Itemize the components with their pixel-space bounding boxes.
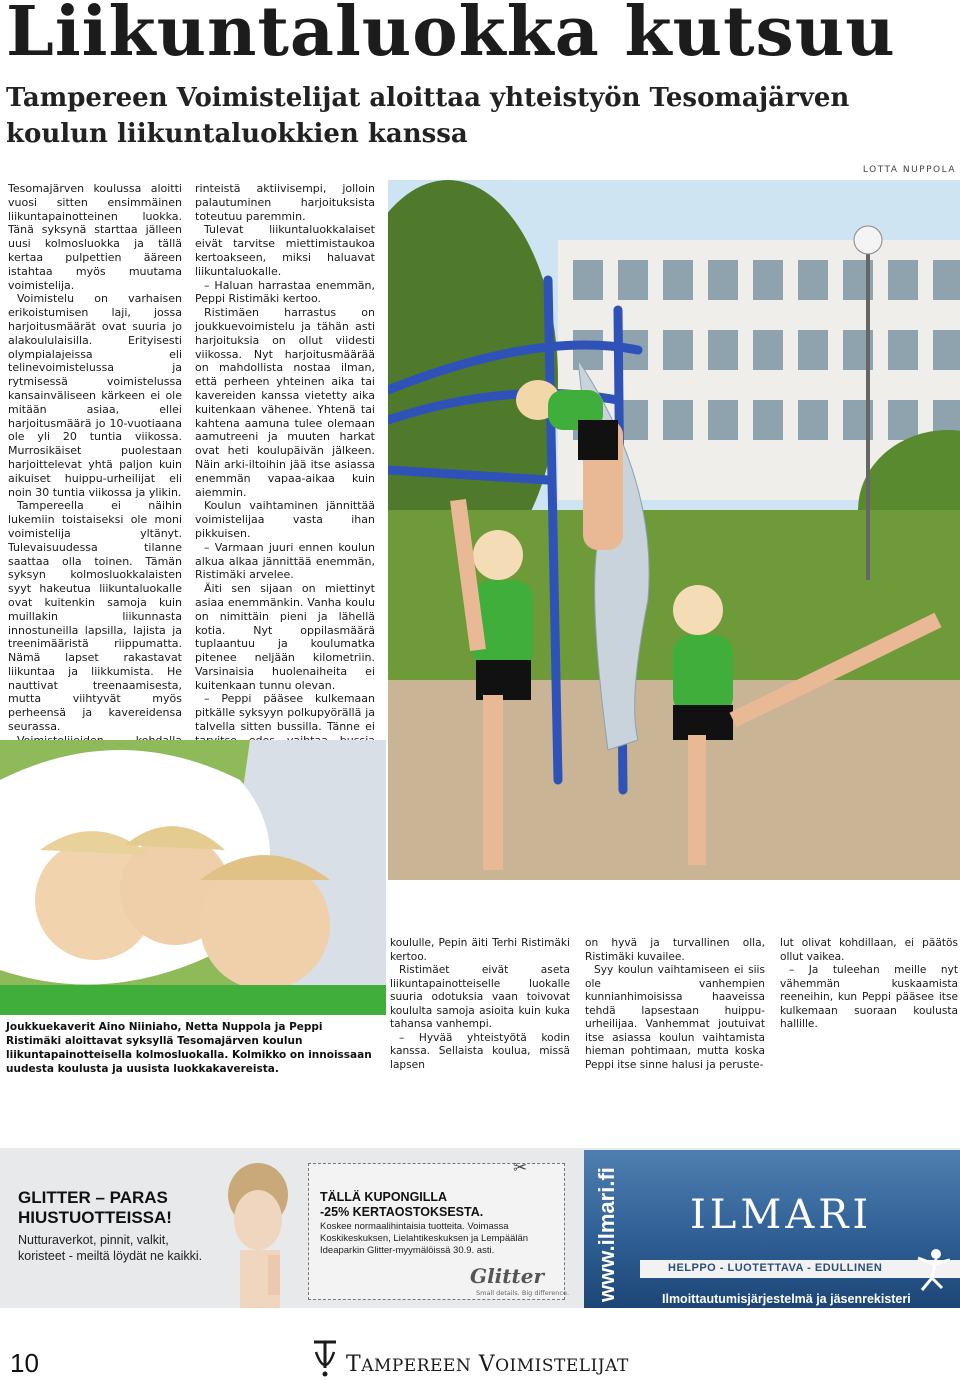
jumping-person-icon [912,1248,952,1293]
paragraph: – Varmaan juuri ennen koulun alkua alkaa jännittää enemmän, Ristimäki arvelee. [195,540,375,582]
ilmari-logo: ILMARI [690,1192,873,1238]
paragraph: Ristimäen harrastus on joukkuevoimistelu ja tähän asti harjoituksia on ollut viidesti viikossa. Nyt harjoitusmäärää on mahdollista nostaa ilman, että perheen yhteinen aika tai kavereiden kanssa vietetty aika kuitenkaan vähenee. Yhtenä tai kahtena aamuna tulee olemaan aamutreeni ja muuten harkat ovat heti koulupäivän jälkeen. Näin arki-iltoihin jää itse asiassa enemmän vapaa-aikaa kuin aiemmin. [195,306,375,499]
model-photo [210,1150,306,1308]
glitter-ad-title-line: HIUSTUOTTEISSA! [18,1208,172,1227]
article-column-5 [780,937,958,1032]
ilmari-slogan: HELPPO - LUOTETTAVA - EDULLINEN [668,1262,883,1274]
paragraph: Syy koulun vaihtamiseen ei siis ole vanhempien kunnianhimoisissa haaveissa tehdä lapsestaan huippu-urheilijaa. Vanhemmat joutuivat itse asiassa koulun vaihtamista hieman pohtimaan, mutta koska Peppi itse sinne halusi ja peruste- [585,964,765,1071]
paragraph: – Ja tuleehan meille nyt vähemmän kuskaamista reeneihin, kun Peppi pääsee itse kulkemaan suoraan koulusta hallille. [780,964,958,1030]
photo-caption: Joukkuekaverit Aino Niiniaho, Netta Nuppola ja Peppi Ristimäki aloittavat syksyllä Tesomajärven koulun liikuntapainotteisella kolmosluokalla. Kolmikko on innoissaan uudesta koulusta ja uusista luokkakavereista. [6,1021,372,1075]
leotards [0,985,386,1015]
paragraph: Voimistelu on varhaisen erikoistumisen laji, jossa harjoitusmäärät ovat suuria jo alakoululaisilla. Erityisesti olympialajeissa eli telinevoimistelussa ja rytmisessä voimistelussa kansainväliseen kärkeen ei ole mitään asiaa, ellei harjoitusmäärä jo 10-vuotiaana ole yli 20 tuntia viikossa. Murrosikäiset puolestaan harjoittelevat yhtä paljon kuin aikuiset huippu-urheilijat eli noin 30 tuntia viikossa ja ylikin. [8,292,182,499]
paragraph: – Peppi pääsee kulkemaan pitkälle syksyyn polkupyörällä ja talvella sitten bussilla. Tänne ei [195,692,375,734]
headline: Liikuntaluokka kutsuu [6,0,896,72]
ilmari-url[interactable]: www.ilmari.fi [594,1167,619,1302]
playground-illustration [388,180,960,880]
glitter-logo: Glitter [470,1264,545,1288]
glitter-ad-title-line: GLITTER – PARAS [18,1188,168,1207]
paragraph: Tampereella ei näihin lukemiin toistaiseksi ole moni voimistelija yltänyt. Tulevaisuudessa tilanne saattaa olla toinen. Tämän syksyn kolmosluokkalaisten syyt hakeutua liikuntaluokalle ovat kuitenkin samoja kuin muillakin liikunnasta innostuneilla lapsilla, lajista ja treenimääristä riippumatta. Nämä lapset rakastavat liikuntaa ja liikkumista. He nauttivat treenaamisesta, mutta viihtyvät myös perheensä ja kavereidensa seurassa. [8,499,182,734]
portrait-photo [0,740,386,1015]
glitter-tagline: Small details. Big difference. [476,1289,570,1297]
coupon-title-line: -25% KERTAOSTOKSESTA. [320,1205,484,1219]
ilmari-url-vertical[interactable] [590,1160,622,1306]
article-column-2 [195,182,375,775]
main-photo [388,180,960,880]
glitter-ad-title [18,1188,172,1228]
article-column-4 [585,937,765,1072]
footer-org-word: OIMISTELIJAT [495,1356,629,1376]
paragraph: Tulevat liikuntaluokkalaiset eivät tarvitse miettimistaukoa kertoakseen, miksi haluavat liikuntaluokalle. [195,223,375,278]
coupon-terms: Koskee normaalihintaisia tuotteita. Voimassa Koskikeskuksen, Lielahtikeskuksen ja Lempäälän Ideaparkin Glitter-myymälöissä 30.9. asti. [320,1221,529,1256]
coupon-title [320,1190,483,1220]
paragraph: Ristimäet eivät aseta liikuntapainotteiselle luokalle suuria odotuksia vaan toivovat koululta samoja asioita kuin kuka tahansa vanhempi. [390,964,570,1030]
paragraph: koululle, Pepin äiti Terhi Ristimäki kertoo. [390,937,570,963]
paragraph: Tesomajärven koulussa aloitti vuosi sitten ensimmäinen liikuntapainotteinen luokka. Tänä syksynä starttaa jälleen uusi kolmosluokka ja tällä kertaa pulpettien ääreen istahtaa myös muutama voimistelija. [8,182,182,292]
scissors-icon: ✂ [513,1158,528,1178]
footer-org-initial: T [346,1352,362,1377]
footer-org-initial: V [478,1352,496,1377]
portrait-illustration [0,740,386,1015]
tampereen-voimistelijat-logo-icon [312,1338,338,1378]
paragraph: rinteistä aktiivisempi, jolloin palautuminen harjoituksista toteutuu paremmin. [195,182,375,223]
page-number: 10 [10,1348,39,1378]
paragraph: Äiti sen sijaan on miettinyt asiaa enemmänkin. Vanha koulu on nimittäin pieni ja lähellä kotia. Nyt oppilasmäärä tuplaantuu ja koulumatka pitenee neljään kilometriin. Varsinaisia huolenaiheita ei kuitenkaan tunnu olevan. [195,582,375,692]
glitter-ad-body: Nutturaverkot, pinnit, valkit, koristeet - meiltä löydät ne kaikki. [18,1233,203,1263]
coupon-title-line: TÄLLÄ KUPONGILLA [320,1190,448,1204]
lamp [854,226,882,254]
paragraph: Koulun vaihtaminen jännittää voimistelijaa vasta ihan pikkuisen. [195,499,375,540]
article-column-3 [390,937,570,1072]
paragraph: – Haluan harrastaa enemmän, Peppi Ristimäki kertoo. [195,278,375,306]
paragraph: – Hyvää yhteistyötä kodin kanssa. Sellaista koulua, missä lapsen [390,1031,570,1071]
footer-organization [346,1352,629,1377]
paragraph: on hyvä ja turvallinen olla, Ristimäki kuvailee. [585,937,765,963]
paragraph: lut olivat kohdillaan, ei päätös ollut vaikea. [780,937,958,963]
footer-org-word: AMPEREEN [361,1356,472,1376]
photo-credit: LOTTA NUPPOLA [862,165,956,175]
ilmari-subtitle: Ilmoittautumisjärjestelmä ja jäsenrekisteri [662,1292,911,1306]
model-illustration [210,1150,306,1308]
subheadline: Tampereen Voimistelijat aloittaa yhteistyön Tesomajärven koulun liikuntaluokkien kanssa [6,83,850,149]
